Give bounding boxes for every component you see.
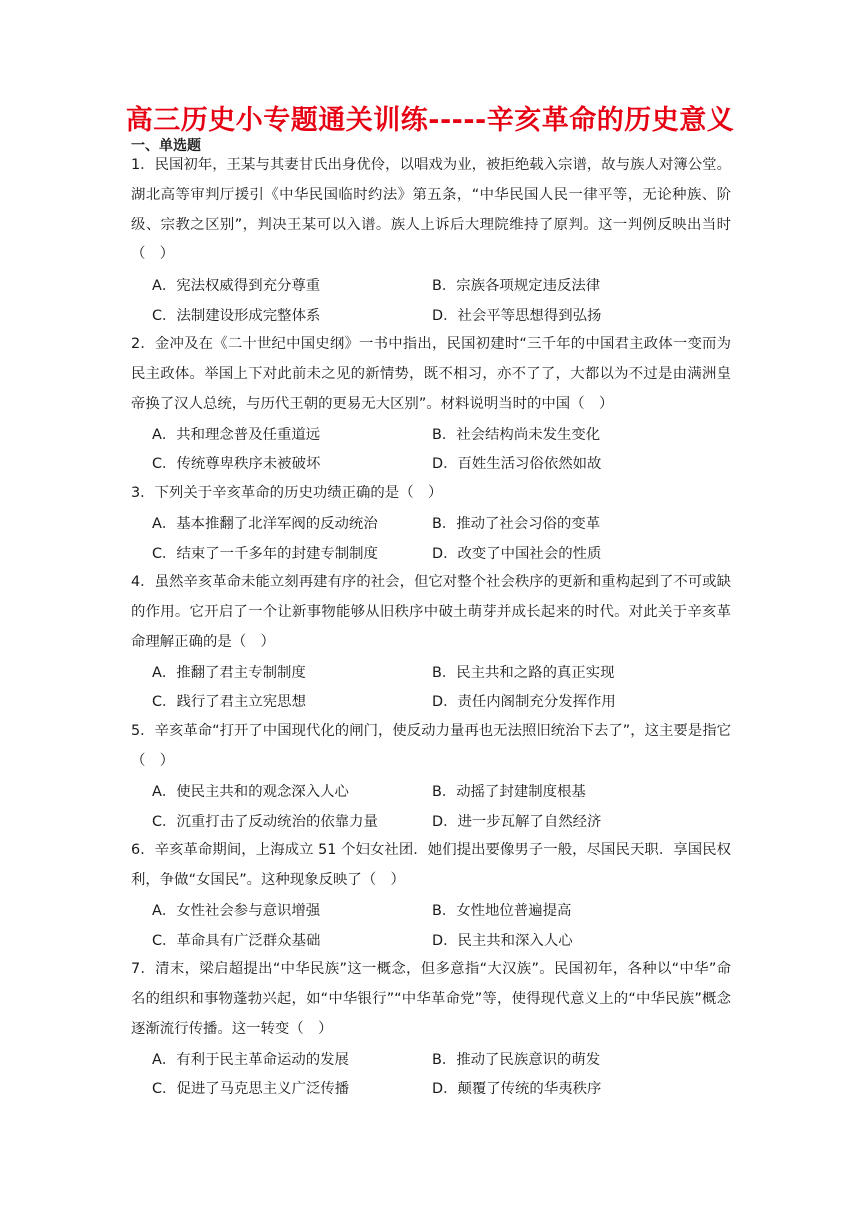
question-2-option-c: C．传统尊卑秩序未被破坏 — [152, 456, 321, 472]
question-7-option-a: A．有利于民主革命运动的发展 — [152, 1052, 349, 1068]
question-4-option-d: D．责任内阁制充分发挥作用 — [432, 694, 616, 710]
question-3-stem: 3．下列关于辛亥革命的历史功绩正确的是（ ） — [131, 485, 443, 501]
question-1-option-c: C．法制建设形成完整体系 — [152, 308, 321, 324]
question-5-option-c: C．沉重打击了反动统治的依靠力量 — [152, 814, 378, 830]
question-2-option-b: B．社会结构尚未发生变化 — [432, 427, 601, 443]
question-6-option-b: B．女性地位普遍提高 — [432, 903, 572, 919]
question-7-stem: 7．清末，梁启超提出“中华民族”这一概念，但多意指“大汉族”。民国初年，各种以“中华”命名的组织和事物蓬勃兴起，如“中华银行”“中华革命党”等，使得现代意义上的“中华民族”概念逐渐流行传播。这一转变（ ） — [131, 961, 731, 1037]
question-7-option-b: B．推动了民族意识的萌发 — [432, 1052, 601, 1068]
question-4-option-a: A．推翻了君主专制制度 — [152, 665, 306, 681]
question-5-option-a: A．使民主共和的观念深入人心 — [152, 784, 349, 800]
question-3-option-b: B．推动了社会习俗的变革 — [432, 516, 601, 532]
question-4-stem: 4．虽然辛亥革命未能立刻再建有序的社会，但它对整个社会秩序的更新和重构起到了不可或缺的作用。它开启了一个让新事物能够从旧秩序中破土萌芽并成长起来的时代。对此关于辛亥革命理解正确的是（ ） — [131, 574, 731, 650]
question-7-option-d: D．颠覆了传统的华夷秩序 — [432, 1081, 602, 1097]
question-1-option-a: A．宪法权威得到充分尊重 — [152, 278, 321, 294]
question-4-option-c: C．践行了君主立宪思想 — [152, 694, 306, 710]
question-5-option-d: D．进一步瓦解了自然经济 — [432, 814, 602, 830]
question-5-stem: 5．辛亥革命“打开了中国现代化的闸门，使反动力量再也无法照旧统治下去了”，这主要是指它（ ） — [131, 723, 731, 769]
question-2-stem: 2．金冲及在《二十世纪中国史纲》一书中指出，民国初建时“三千年的中国君主政体一变而为民主政体。举国上下对此前未之见的新情势，既不相习，亦不了了，大都以为不过是由满洲皇帝换了汉人总统，与历代王朝的更易无大区别”。材料说明当时的中国（ ） — [131, 336, 731, 412]
question-6-option-d: D．民主共和深入人心 — [432, 933, 573, 949]
question-4-option-b: B．民主共和之路的真正实现 — [432, 665, 615, 681]
question-1-stem: 1．民国初年，王某与其妻甘氏出身优伶，以唱戏为业，被拒绝载入宗谱，故与族人对簿公堂。湖北高等审判厅援引《中华民国临时约法》第五条，“中华民国人民一律平等，无论种族、阶级、宗教之区别”，判决王某可以入谱。族人上诉后大理院维持了原判。这一判例反映出当时（ ） — [131, 157, 731, 263]
question-3-option-a: A．基本推翻了北洋军阀的反动统治 — [152, 516, 378, 532]
question-1-option-b: B．宗族各项规定违反法律 — [432, 278, 601, 294]
section-heading: 一、单选题 — [131, 138, 201, 154]
question-1-option-d: D．社会平等思想得到弘扬 — [432, 308, 602, 324]
question-7-option-c: C．促进了马克思主义广泛传播 — [152, 1081, 350, 1097]
document-title: 高三历史小专题通关训练-----辛亥革命的历史意义 — [125, 105, 735, 136]
question-2-option-a: A．共和理念普及任重道远 — [152, 427, 321, 443]
question-2-option-d: D．百姓生活习俗依然如故 — [432, 456, 602, 472]
question-6-option-c: C．革命具有广泛群众基础 — [152, 933, 321, 949]
question-3-option-d: D．改变了中国社会的性质 — [432, 546, 602, 562]
question-3-option-c: C．结束了一千多年的封建专制制度 — [152, 546, 378, 562]
question-5-option-b: B．动摇了封建制度根基 — [432, 784, 586, 800]
question-6-option-a: A．女性社会参与意识增强 — [152, 903, 321, 919]
question-6-stem: 6．辛亥革命期间，上海成立 51 个妇女社团．她们提出要像男子一般，尽国民天职．享国民权利，争做“女国民”。这种现象反映了（ ） — [131, 842, 731, 888]
